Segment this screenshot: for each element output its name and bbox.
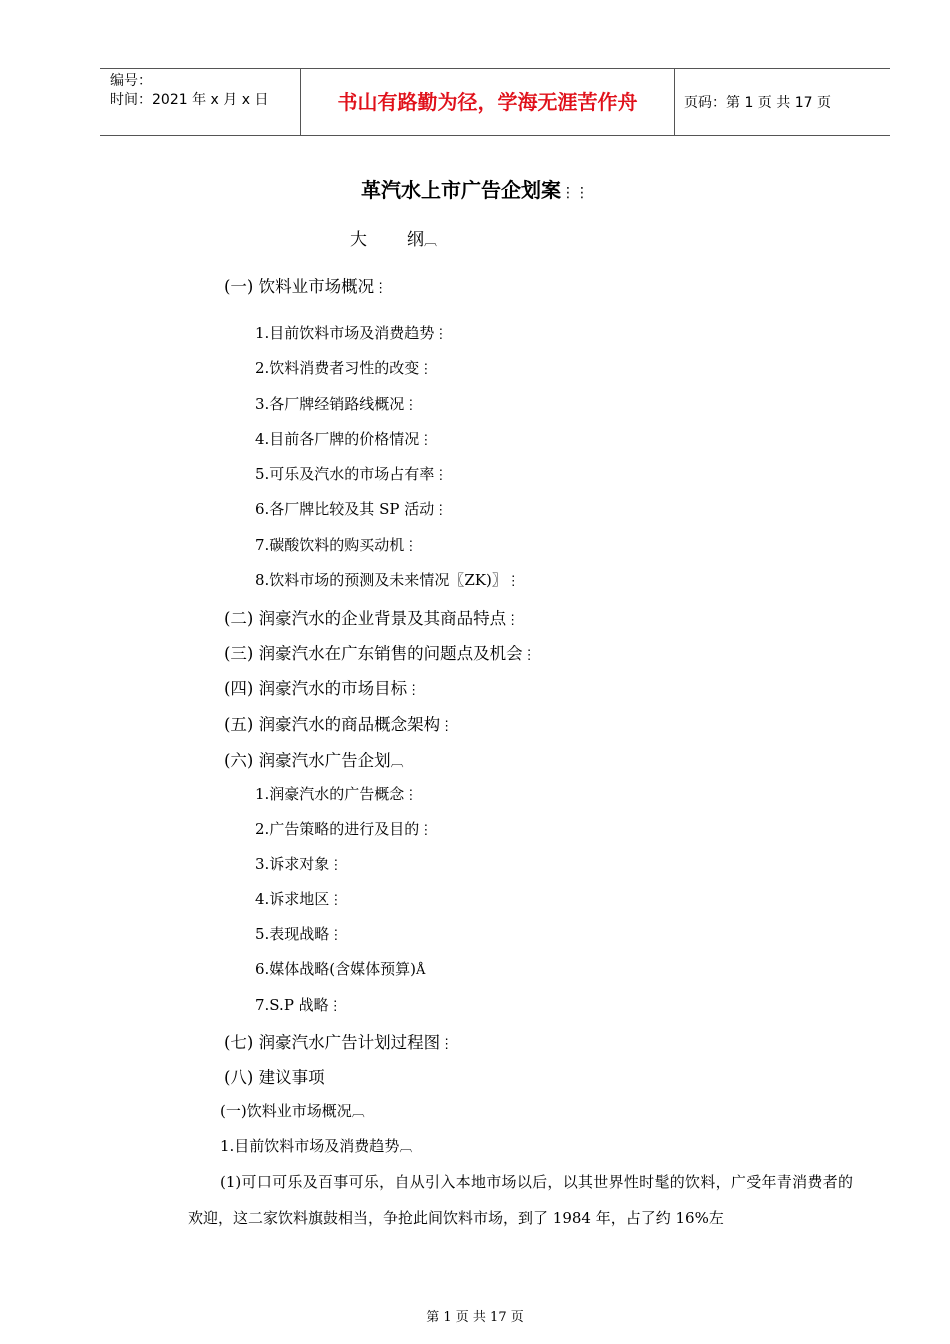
outline-section [224, 273, 387, 297]
outline-mark: ⋮ [404, 539, 418, 554]
header-motto: 书山有路勤为径，学海无涯苦作舟 [337, 90, 638, 114]
outline-section [224, 711, 453, 735]
outline-text: (八) 建议事项 [224, 1068, 325, 1087]
outline-text: 6.各厂牌比较及其 SP 活动 [255, 500, 435, 518]
outline-item [255, 853, 342, 874]
outline-text: (七) 润豪汽水广告计划过程图 [224, 1033, 441, 1052]
outline-text: 4.诉求地区 [255, 890, 330, 908]
outline-text: (六) 润豪汽水广告企划 [224, 751, 391, 770]
outline-text: (二) 润豪汽水的企业背景及其商品特点 [224, 609, 507, 628]
outline-text: 3.各厂牌经销路线概况 [255, 395, 405, 413]
outline-mark: ⋮ [419, 433, 433, 448]
outline-section [224, 1064, 325, 1088]
title-mark: ⋮⋮ [561, 185, 589, 201]
outline-item [255, 463, 447, 484]
outline-mark: ⋮ [419, 823, 433, 838]
outline-item [255, 357, 432, 378]
body-heading-mark: ︹ [399, 1140, 413, 1155]
header-meta [110, 69, 300, 135]
outline-text: (一) 饮料业市场概况 [224, 277, 375, 296]
outline-heading [350, 225, 437, 250]
outline-text: 3.诉求对象 [255, 855, 330, 873]
outline-item [255, 393, 417, 414]
outline-mark: ⋮ [440, 719, 454, 734]
outline-item [255, 498, 447, 519]
outline-mark: ⋮ [440, 1037, 454, 1052]
outline-mark: ︹ [390, 755, 404, 770]
outline-mark: ⋮ [434, 468, 448, 483]
outline-mark: ⋮ [522, 648, 536, 663]
outline-mark: ⋮ [434, 503, 448, 518]
document-title [0, 174, 950, 203]
body-heading-text: 1.目前饮料市场及消费趋势 [220, 1137, 400, 1155]
outline-text: 8.饮料市场的预测及未来情况〖ZK)〗 [255, 571, 507, 589]
outline-text: 4.目前各厂牌的价格情况 [255, 430, 420, 448]
outline-mark: ⋮ [419, 362, 433, 377]
outline-text: 2.饮料消费者习性的改变 [255, 359, 420, 377]
outline-text: 2.广告策略的进行及目的 [255, 820, 420, 838]
outline-mark: ⋮ [506, 613, 520, 628]
outline-mark: Å [416, 963, 426, 978]
body-paragraph: (1)可口可乐及百事可乐，自从引入本地市场以后，以其世界性时髦的饮料，广受年青消费者的欢迎，这二家饮料旗鼓相当，争抢此间饮料市场，到了 1984 年，占了约 16%左 [188, 1173, 853, 1227]
outline-text: 1.目前饮料市场及消费趋势 [255, 324, 435, 342]
outline-mark: ⋮ [329, 928, 343, 943]
outline-mark: ⋮ [374, 281, 388, 296]
outline-text: (三) 润豪汽水在广东销售的问题点及机会 [224, 644, 523, 663]
header-page-info: 页码：第 1 页 共 17 页 [684, 95, 831, 111]
body-heading-mark: ︹ [351, 1105, 365, 1120]
outline-text: (五) 润豪汽水的商品概念架构 [224, 715, 441, 734]
outline-heading-right: 纲 [407, 230, 424, 250]
outline-mark: ⋮ [329, 893, 343, 908]
title-text: 革汽水上市广告企划案 [361, 178, 561, 202]
outline-item [255, 958, 425, 979]
outline-text: 5.表现战略 [255, 925, 330, 943]
outline-item [255, 428, 432, 449]
outline-mark: ⋮ [404, 788, 418, 803]
outline-section [224, 640, 536, 664]
header-divider [674, 69, 675, 135]
outline-text: (四) 润豪汽水的市场目标 [224, 679, 408, 698]
outline-section [224, 1029, 453, 1053]
number-label: 编号： [110, 73, 152, 89]
outline-text: 6.媒体战略(含媒体预算) [255, 960, 417, 978]
body-heading [220, 1100, 365, 1121]
outline-text: 1.润豪汽水的广告概念 [255, 785, 405, 803]
outline-section [224, 747, 404, 771]
outline-item [255, 994, 342, 1015]
outline-section [224, 605, 519, 629]
page-header [100, 68, 890, 136]
outline-item [255, 322, 447, 343]
body-heading [220, 1135, 412, 1156]
outline-mark: ⋮ [407, 683, 421, 698]
outline-item [255, 534, 417, 555]
outline-text: 5.可乐及汽水的市场占有率 [255, 465, 435, 483]
outline-mark: ⋮ [506, 574, 520, 589]
time-label: 时间：2021 年 x 月 x 日 [110, 92, 269, 108]
body-heading-text: (一)饮料业市场概况 [220, 1102, 352, 1120]
page-footer: 第 1 页 共 17 页 [426, 1310, 524, 1325]
outline-heading-left: 大 [350, 230, 367, 250]
outline-mark: ⋮ [329, 858, 343, 873]
outline-item [255, 888, 342, 909]
outline-item [255, 923, 342, 944]
outline-text: 7.碳酸饮料的购买动机 [255, 536, 405, 554]
outline-item [255, 569, 520, 590]
outline-item [255, 818, 432, 839]
outline-item [255, 783, 417, 804]
outline-mark: ⋮ [404, 398, 418, 413]
outline-section [224, 675, 420, 699]
outline-heading-mark: ︹ [424, 234, 438, 249]
outline-mark: ⋮ [434, 327, 448, 342]
outline-text: 7.S.P 战略 [255, 996, 329, 1014]
outline-mark: ⋮ [328, 999, 342, 1014]
